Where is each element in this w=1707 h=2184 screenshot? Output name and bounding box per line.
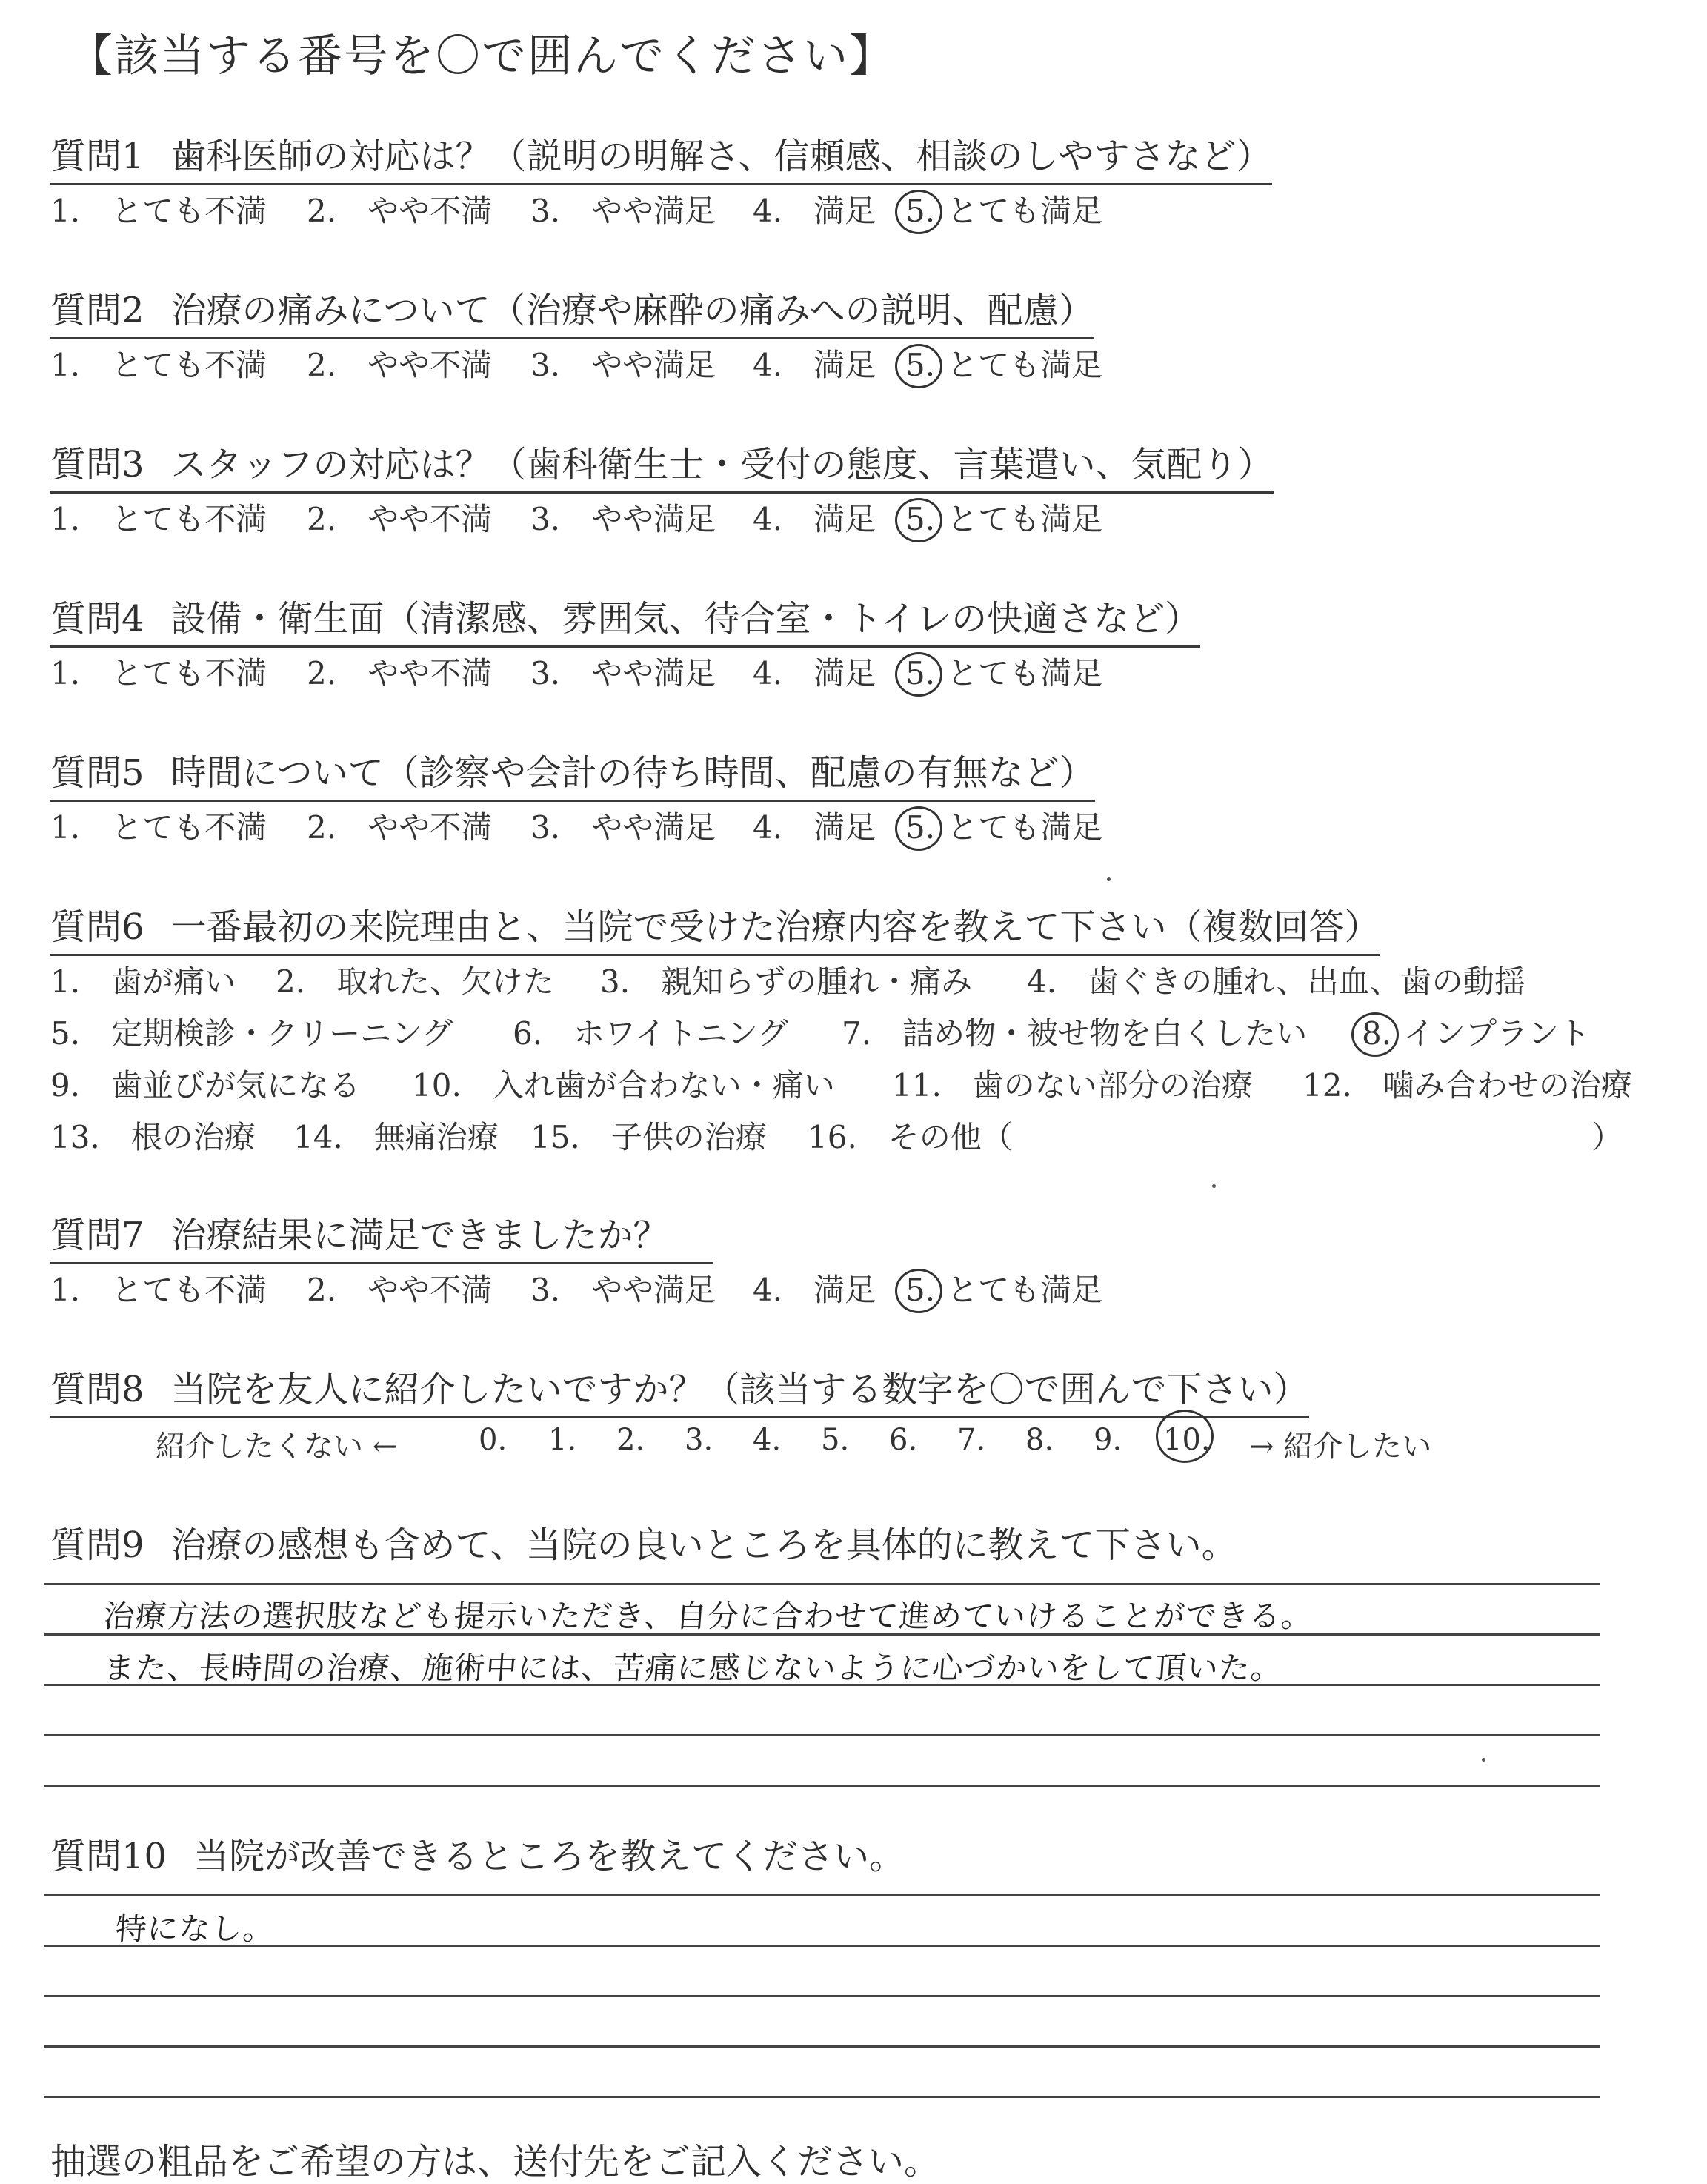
q10-answer-line-1[interactable]: 特になし。 [114, 1911, 276, 1947]
q6-option-16[interactable]: 16. その他（ [808, 1119, 1013, 1155]
q9-number: 質問9 [50, 1524, 144, 1566]
q6-option-1[interactable]: 1. 歯が痛い [50, 963, 236, 1000]
q6-option-8-label: インプラント [1403, 1015, 1591, 1052]
footer-partial-text: 抽選の粗品をご希望の方は、送付先をご記入ください。 [50, 2141, 940, 2183]
q7-option-5-label: とても満足 [947, 1272, 1103, 1308]
q3-title [50, 436, 1274, 494]
q4-option-3[interactable]: 3. やや満足 [530, 655, 716, 691]
q5-option-3[interactable]: 3. やや満足 [530, 809, 716, 846]
q6-option-6[interactable]: 6. ホワイトニング [513, 1015, 789, 1052]
q2-number: 質問2 [50, 290, 144, 331]
q10-answer-rule [44, 2045, 1600, 2048]
q6-option-9[interactable]: 9. 歯並びが気になる [50, 1067, 361, 1103]
q1-option-2[interactable]: 2. やや不満 [307, 193, 493, 229]
q3-option-5[interactable] [905, 495, 1102, 540]
q4-option-5-number: 5. [905, 655, 936, 691]
q6-option-16-close-paren: ） [1591, 1119, 1623, 1155]
q8-left-label: 紹介したくない ← [156, 1430, 398, 1464]
selection-circle [1156, 1410, 1214, 1463]
q10-title [50, 1828, 905, 1883]
scan-speck [1212, 1184, 1216, 1188]
q5-option-4[interactable]: 4. 満足 [753, 809, 876, 846]
q10-answer-rule [44, 1995, 1600, 1997]
q3-text: スタッフの対応は？（歯科衛生士・受付の態度、言葉遣い、気配り） [170, 444, 1274, 485]
q7-option-5-number: 5. [905, 1272, 936, 1308]
q6-option-12[interactable]: 12. 噛み合わせの治療 [1302, 1067, 1632, 1103]
q4-option-4[interactable]: 4. 満足 [753, 655, 876, 691]
q10-answer-rule [44, 1894, 1600, 1896]
q9-answer-line-1[interactable]: 治療方法の選択肢なども提示いただき、自分に合わせて進めていけることができる。 [102, 1598, 1314, 1634]
q1-number: 質問1 [50, 136, 144, 177]
q6-option-8[interactable] [1362, 1009, 1590, 1054]
q6-number: 質問6 [50, 906, 144, 948]
q8-title [50, 1361, 1309, 1418]
q1-option-1[interactable]: 1. とても不満 [50, 193, 267, 229]
q8-score-4[interactable]: 4. [753, 1423, 782, 1457]
q8-score-3[interactable]: 3. [685, 1423, 713, 1457]
q2-option-5-label: とても満足 [947, 347, 1103, 383]
scan-speck [1482, 1758, 1485, 1762]
q6-option-14[interactable]: 14. 無痛治療 [293, 1119, 499, 1155]
q5-option-5[interactable] [905, 803, 1102, 848]
q8-score-2[interactable]: 2. [616, 1423, 645, 1457]
q6-option-13[interactable]: 13. 根の治療 [50, 1119, 256, 1155]
q6-option-2[interactable]: 2. 取れた、欠けた [276, 963, 555, 1000]
q3-number: 質問3 [50, 444, 144, 485]
scan-speck [1107, 877, 1111, 881]
q1-option-5-number: 5. [905, 193, 936, 229]
q3-option-1[interactable]: 1. とても不満 [50, 501, 267, 537]
q7-option-1[interactable]: 1. とても不満 [50, 1272, 267, 1308]
q9-answer-line-2[interactable]: また、長時間の治療、施術中には、苦痛に感じないように心づかいをして頂いた。 [102, 1650, 1284, 1686]
q3-option-5-number: 5. [905, 501, 936, 537]
q3-option-4[interactable]: 4. 満足 [753, 501, 876, 537]
q4-number: 質問4 [50, 598, 144, 640]
q2-option-3[interactable]: 3. やや満足 [530, 347, 716, 383]
q9-title [50, 1516, 1237, 1572]
q3-option-3[interactable]: 3. やや満足 [530, 501, 716, 537]
q6-option-10[interactable]: 10. 入れ歯が合わない・痛い [412, 1067, 835, 1103]
q9-answer-rule [44, 1734, 1600, 1736]
q7-option-5[interactable] [905, 1266, 1102, 1310]
q9-text: 治療の感想も含めて、当院の良いところを具体的に教えて下さい。 [170, 1524, 1237, 1566]
q6-option-8-number: 8. [1362, 1015, 1392, 1052]
q8-score-10-label: 10. [1163, 1423, 1211, 1457]
page-heading: 【該当する番号を〇で囲んでください】 [68, 30, 895, 82]
q1-text: 歯科医師の対応は？（説明の明解さ、信頼感、相談のしやすさなど） [170, 136, 1272, 177]
q6-title [50, 898, 1380, 956]
q4-option-2[interactable]: 2. やや不満 [307, 655, 493, 691]
q10-text: 当院が改善できるところを教えてください。 [193, 1836, 905, 1877]
q5-option-5-label: とても満足 [947, 809, 1103, 846]
q8-score-7[interactable]: 7. [957, 1423, 986, 1457]
q10-answer-rule [44, 2096, 1600, 2098]
q4-text: 設備・衛生面（清潔感、雰囲気、待合室・トイレの快適さなど） [170, 598, 1201, 640]
q8-score-0[interactable]: 0. [479, 1423, 508, 1457]
q4-option-5[interactable] [905, 649, 1102, 694]
q6-option-7[interactable]: 7. 詰め物・被せ物を白くしたい [842, 1015, 1308, 1052]
q8-score-10[interactable] [1163, 1423, 1211, 1457]
q6-option-3[interactable]: 3. 親知らずの腫れ・痛み [600, 963, 973, 1000]
q2-option-2[interactable]: 2. やや不満 [307, 347, 493, 383]
q5-title [50, 744, 1095, 802]
q6-text: 一番最初の来院理由と、当院で受けた治療内容を教えて下さい（複数回答） [170, 906, 1380, 948]
q1-option-4[interactable]: 4. 満足 [753, 193, 876, 229]
q2-option-1[interactable]: 1. とても不満 [50, 347, 267, 383]
q8-score-6[interactable]: 6. [889, 1423, 918, 1457]
q2-option-4[interactable]: 4. 満足 [753, 347, 876, 383]
q10-number: 質問10 [50, 1836, 167, 1877]
q6-option-15[interactable]: 15. 子供の治療 [530, 1119, 767, 1155]
q5-option-1[interactable]: 1. とても不満 [50, 809, 267, 846]
q4-option-1[interactable]: 1. とても不満 [50, 655, 267, 691]
q3-option-2[interactable]: 2. やや不満 [307, 501, 493, 537]
q7-number: 質問7 [50, 1215, 144, 1256]
q8-right-label: → 紹介したい [1249, 1430, 1432, 1464]
q2-option-5-number: 5. [905, 347, 936, 383]
q1-option-5[interactable] [905, 187, 1102, 231]
q6-option-4[interactable]: 4. 歯ぐきの腫れ、出血、歯の動揺 [1027, 963, 1525, 1000]
q5-text: 時間について（診察や会計の待ち時間、配慮の有無など） [170, 752, 1095, 794]
q6-option-5[interactable]: 5. 定期検診・クリーニング [50, 1015, 453, 1052]
q8-score-9[interactable]: 9. [1094, 1423, 1122, 1457]
q1-option-5-label: とても満足 [947, 193, 1103, 229]
q9-answer-rule [44, 1785, 1600, 1787]
q7-option-2[interactable]: 2. やや不満 [307, 1272, 493, 1308]
q1-option-3[interactable]: 3. やや満足 [530, 193, 716, 229]
q8-scale [156, 1423, 1489, 1467]
q8-score-8[interactable]: 8. [1025, 1423, 1054, 1457]
q5-number: 質問5 [50, 752, 144, 794]
q2-option-5[interactable] [905, 341, 1102, 385]
q5-option-5-number: 5. [905, 809, 936, 846]
q8-score-1[interactable]: 1. [548, 1423, 577, 1457]
q10-answer-rule [44, 1945, 1600, 1947]
q8-text: 当院を友人に紹介したいですか？（該当する数字を〇で囲んで下さい） [170, 1369, 1309, 1410]
q7-option-4[interactable]: 4. 満足 [753, 1272, 876, 1308]
q1-title [50, 127, 1272, 185]
q9-answer-rule [44, 1583, 1600, 1585]
q8-number: 質問8 [50, 1369, 144, 1410]
q2-text: 治療の痛みについて（治療や麻酔の痛みへの説明、配慮） [170, 290, 1094, 331]
q5-option-2[interactable]: 2. やや不満 [307, 809, 493, 846]
q8-score-5[interactable]: 5. [821, 1423, 850, 1457]
q6-option-11[interactable]: 11. 歯のない部分の治療 [892, 1067, 1253, 1103]
q2-title [50, 282, 1094, 339]
q7-text: 治療結果に満足できましたか？ [170, 1215, 669, 1256]
q4-option-5-label: とても満足 [947, 655, 1103, 691]
q7-option-3[interactable]: 3. やや満足 [530, 1272, 716, 1308]
q7-title [50, 1206, 713, 1264]
q4-title [50, 590, 1200, 648]
q3-option-5-label: とても満足 [947, 501, 1103, 537]
